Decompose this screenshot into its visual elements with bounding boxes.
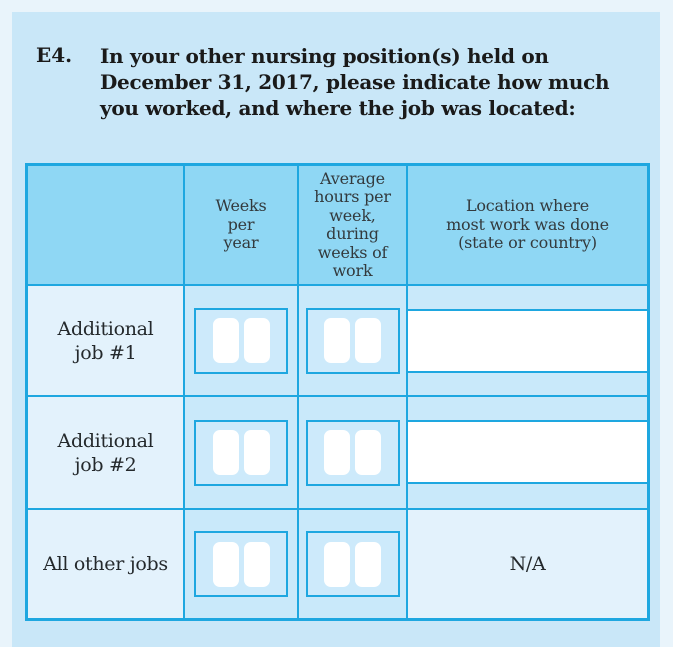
digit-box[interactable] [355, 542, 381, 587]
other-jobs-weeks-digit-group[interactable] [194, 531, 288, 597]
header-line: during [326, 224, 379, 243]
job2-location-cell [408, 397, 647, 508]
header-line: hours per [314, 187, 391, 206]
digit-box[interactable] [213, 430, 239, 475]
question-line: you worked, and where the job was located: [100, 96, 576, 120]
digit-box[interactable] [324, 542, 350, 587]
job2-weeks-cell [185, 397, 297, 508]
na-text: N/A [509, 553, 546, 575]
question-line: In your other nursing position(s) held on [100, 44, 549, 68]
header-line: weeks of [317, 242, 388, 262]
row-label-all-other-jobs [28, 510, 183, 618]
row-label-additional-job-1 [28, 286, 183, 395]
digit-box[interactable] [244, 318, 270, 363]
header-line: work [332, 261, 373, 280]
header-line: week, [329, 205, 376, 225]
other-jobs-location-na-cell [408, 510, 647, 618]
question-panel [12, 12, 660, 647]
job1-hours-digit-group[interactable] [306, 308, 400, 374]
question-line: December 31, 2017, please indicate how much [100, 70, 610, 94]
job1-location-input[interactable] [408, 311, 647, 373]
header-average-hours [299, 166, 406, 284]
question-number: E4. [36, 43, 73, 67]
other-jobs-hours-digit-group[interactable] [306, 531, 400, 597]
question-block [36, 43, 636, 121]
job1-hours-cell [299, 286, 406, 395]
header-location [408, 166, 647, 284]
header-corner-cell [28, 166, 183, 284]
header-line: most work was done [446, 214, 609, 234]
other-jobs-hours-cell [299, 510, 406, 618]
digit-box[interactable] [324, 318, 350, 363]
digit-box[interactable] [244, 430, 270, 475]
job2-weeks-digit-group[interactable] [194, 420, 288, 486]
row-label-line: Additional [57, 429, 154, 452]
header-line: Weeks [215, 196, 267, 216]
job1-weeks-cell [185, 286, 297, 395]
header-line: Location where [465, 196, 590, 216]
job2-hours-digit-group[interactable] [306, 420, 400, 486]
row-label-line: Additional [57, 317, 154, 340]
digit-box[interactable] [213, 542, 239, 587]
digit-box[interactable] [213, 318, 239, 363]
job2-hours-cell [299, 397, 406, 508]
location-strip [408, 373, 647, 395]
location-strip [408, 397, 647, 422]
location-strip [408, 286, 647, 311]
row-label-additional-job-2 [28, 397, 183, 508]
digit-box[interactable] [355, 430, 381, 475]
job2-location-input[interactable] [408, 422, 647, 484]
other-jobs-weeks-cell [185, 510, 297, 618]
location-strip [408, 484, 647, 508]
row-label-line: All other jobs [43, 553, 168, 575]
question-text [100, 43, 636, 121]
job1-weeks-digit-group[interactable] [194, 308, 288, 374]
digit-box[interactable] [324, 430, 350, 475]
header-weeks-per-year [185, 166, 297, 284]
digit-box[interactable] [355, 318, 381, 363]
header-line: per [227, 214, 255, 234]
jobs-table [25, 163, 650, 621]
digit-box[interactable] [244, 542, 270, 587]
header-line: year [223, 233, 259, 253]
row-label-line: job #1 [74, 341, 137, 364]
header-line: (state or country) [458, 233, 597, 253]
job1-location-cell [408, 286, 647, 395]
header-line: Average [320, 168, 385, 188]
row-label-line: job #2 [74, 453, 137, 476]
